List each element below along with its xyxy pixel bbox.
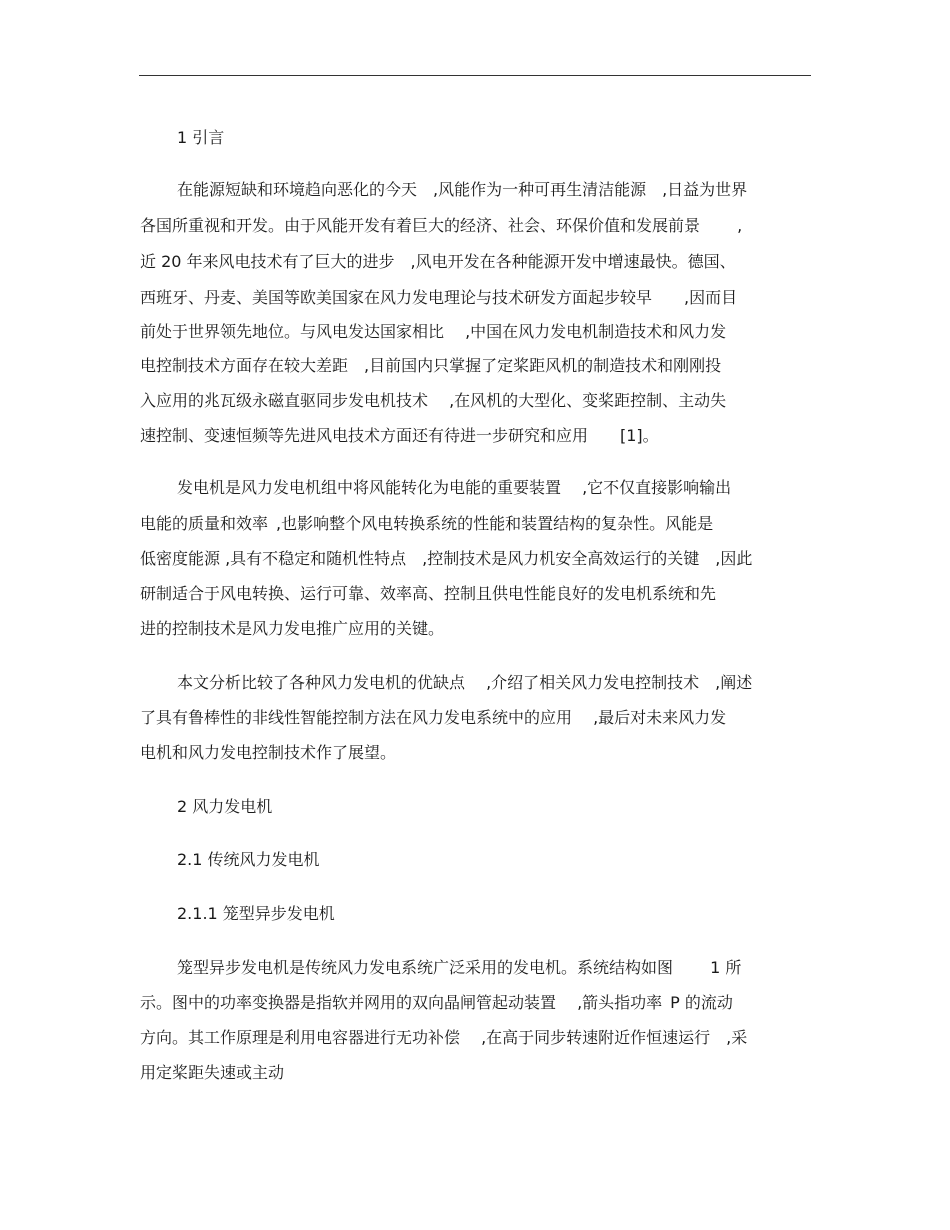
heading-cage-induction-generator: 2.1.1 笼型异步发电机 bbox=[177, 904, 335, 923]
paragraph-line: 了具有鲁棒性的非线性智能控制方法在风力发电系统中的应用 ,最后对未来风力发 bbox=[140, 708, 727, 727]
paragraph-line: 笼型异步发电机是传统风力发电系统广泛采用的发电机。系统结构如图 1 所 bbox=[177, 958, 742, 977]
paragraph-line: 用定桨距失速或主动 bbox=[140, 1063, 285, 1082]
header-rule bbox=[139, 75, 811, 76]
paragraph-line: 各国所重视和开发。由于风能开发有着巨大的经济、社会、环保价值和发展前景 , bbox=[140, 216, 743, 235]
paragraph-line: 方向。其工作原理是利用电容器进行无功补偿 ,在高于同步转速附近作恒速运行 ,采 bbox=[140, 1028, 748, 1047]
paragraph-line: 近 20 年来风电技术有了巨大的进步 ,风电开发在各种能源开发中增速最快。德国、 bbox=[140, 252, 736, 271]
paragraph-line: 发电机是风力发电机组中将风能转化为电能的重要装置 ,它不仅直接影响输出 bbox=[177, 478, 732, 497]
paragraph-line: 入应用的兆瓦级永磁直驱同步发电机技术 ,在风机的大型化、变桨距控制、主动失 bbox=[140, 391, 727, 410]
heading-wind-generator: 2 风力发电机 bbox=[177, 797, 273, 816]
paragraph-line: 西班牙、丹麦、美国等欧美国家在风力发电理论与技术研发方面起步较早 ,因而目 bbox=[140, 288, 738, 307]
paragraph-line: 研制适合于风电转换、运行可靠、效率高、控制且供电性能良好的发电机系统和先 bbox=[140, 584, 717, 603]
paragraph-line: 速控制、变速恒频等先进风电技术方面还有待进一步研究和应用 [1]。 bbox=[140, 426, 659, 445]
paragraph-line: 本文分析比较了各种风力发电机的优缺点 ,介绍了相关风力发电控制技术 ,阐述 bbox=[177, 673, 753, 692]
heading-traditional-generator: 2.1 传统风力发电机 bbox=[177, 850, 320, 869]
paragraph-line: 低密度能源 ,具有不稳定和随机性特点 ,控制技术是风力机安全高效运行的关键 ,因此 bbox=[140, 549, 753, 568]
paragraph-line: 进的控制技术是风力发电推广应用的关键。 bbox=[140, 619, 445, 638]
paragraph-line: 在能源短缺和环境趋向恶化的今天 ,风能作为一种可再生清洁能源 ,日益为世界 bbox=[177, 180, 748, 199]
paragraph-line: 电能的质量和效率 ,也影响整个风电转换系统的性能和装置结构的复杂性。风能是 bbox=[140, 514, 714, 533]
paragraph-line: 前处于世界领先地位。与风电发达国家相比 ,中国在风力发电机制造技术和风力发 bbox=[140, 322, 727, 341]
paragraph-line: 示。图中的功率变换器是指软并网用的双向晶闸管起动装置 ,箭头指功率 P 的流动 bbox=[140, 993, 733, 1012]
heading-introduction: 1 引言 bbox=[177, 128, 225, 147]
paragraph-line: 电机和风力发电控制技术作了展望。 bbox=[140, 743, 397, 762]
paragraph-line: 电控制技术方面存在较大差距 ,目前国内只掌握了定桨距风机的制造技术和刚刚投 bbox=[140, 356, 722, 375]
